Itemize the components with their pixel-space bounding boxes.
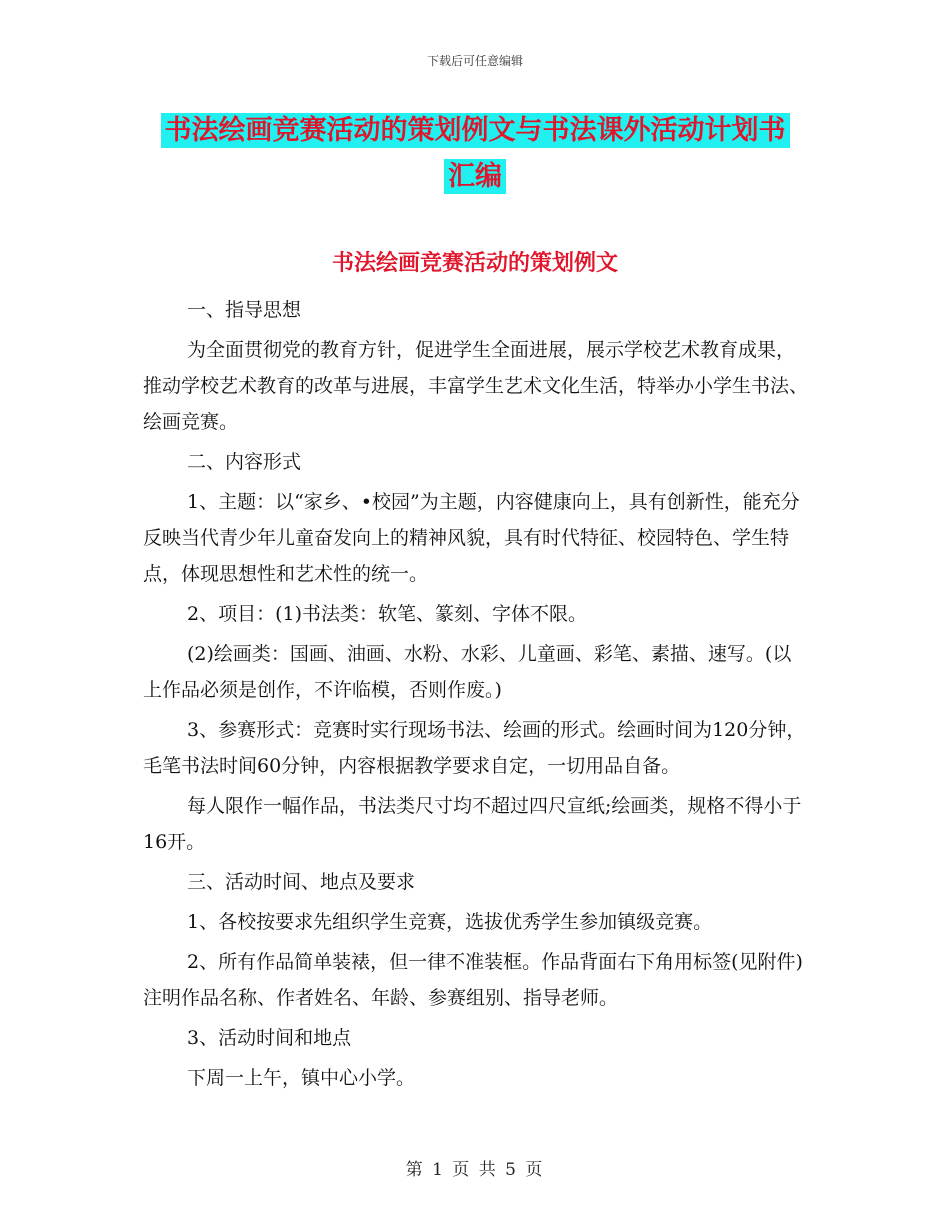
paragraph: 3、参赛形式：竞赛时实行现场书法、绘画的形式。绘画时间为120分钟，毛笔书法时间60分钟，内容根据教学要求自定，一切用品自备。 [143,719,806,777]
heading-guiding-thought: 一、指导思想 [187,299,302,321]
title-line-1: 书法绘画竞赛活动的策划例文与书法课外活动计划书 [161,113,790,148]
paragraph: 每人限作一幅作品，书法类尺寸均不超过四尺宣纸;绘画类，规格不得小于16开。 [143,795,802,853]
paragraph: 为全面贯彻党的教育方针，促进学生全面进展，展示学校艺术教育成果，推动学校艺术教育的改革与进展，丰富学生艺术文化生活，特举办小学生书法、绘画竞赛。 [143,339,809,433]
paragraph: 下周一上午，镇中心小学。 [187,1067,416,1089]
paragraph: (2)绘画类：国画、油画、水粉、水彩、儿童画、彩笔、素描、速写。(以上作品必须是创作，不许临模，否则作废。) [143,643,792,701]
section-subtitle: 书法绘画竞赛活动的策划例文 [331,251,618,276]
paragraph: 3、活动时间和地点 [187,1027,352,1049]
document-title [0,108,950,200]
heading-time-place: 三、活动时间、地点及要求 [187,871,416,893]
title-line-2: 汇编 [444,159,506,194]
paragraph: 1、主题：以“家乡、•校园”为主题，内容健康向上，具有创新性，能充分反映当代青少年儿童奋发向上的精神风貌，具有时代特征、校园特色、学生特点，体现思想性和艺术性的统一。 [143,491,800,585]
paragraph: 2、项目：(1)书法类：软笔、篆刻、字体不限。 [187,603,588,625]
document-body [143,292,808,1096]
paragraph: 2、所有作品简单装裱，但一律不准装框。作品背面右下角用标签(见附件)注明作品名称、作者姓名、年龄、参赛组别、指导老师。 [143,951,803,1009]
heading-content-form: 二、内容形式 [187,451,302,473]
paragraph: 1、各校按要求先组织学生竞赛，选拔优秀学生参加镇级竞赛。 [187,911,713,933]
page-footer: 第 1 页 共 5 页 [405,1160,545,1180]
header-note: 下载后可任意编辑 [426,54,523,68]
